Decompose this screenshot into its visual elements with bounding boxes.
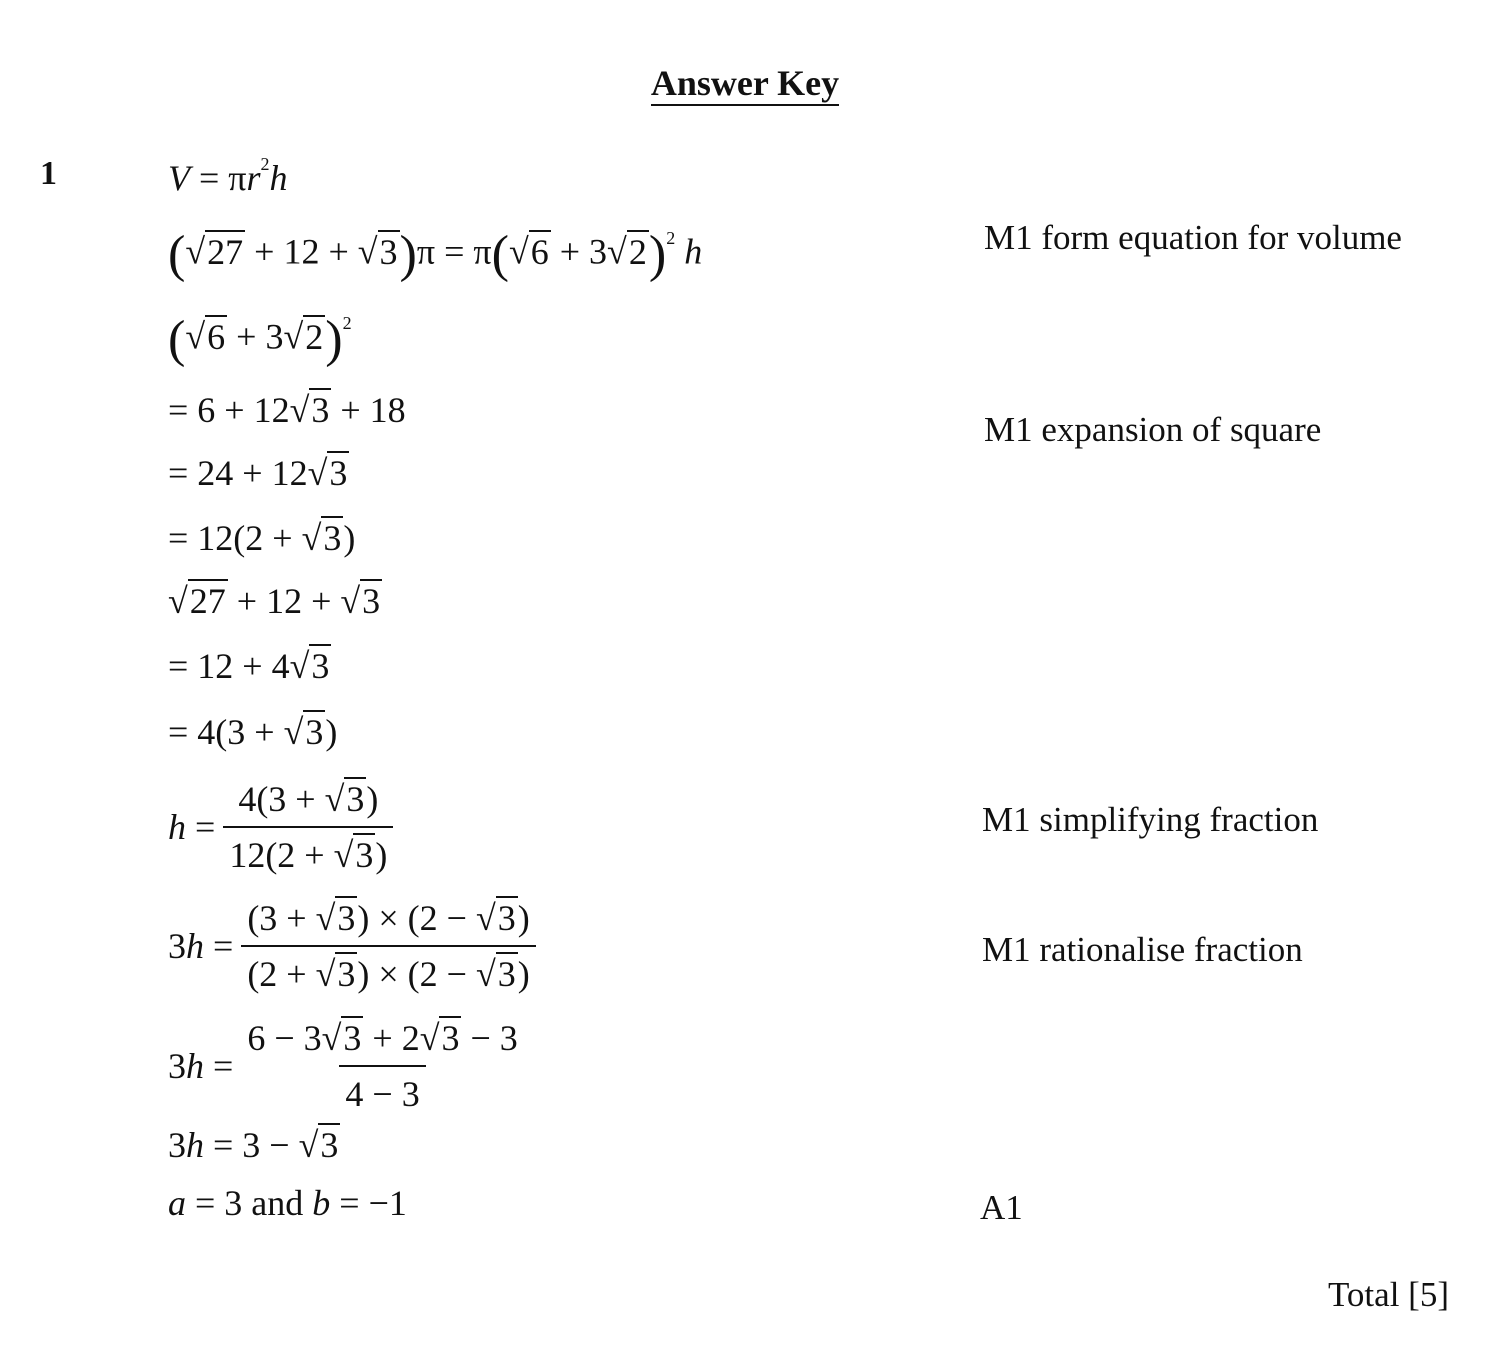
mark-expansion: M1 expansion of square <box>984 410 1322 449</box>
working-line-6: = 12(2 + √3) <box>168 518 356 558</box>
working-line-9: = 4(3 + √3) <box>168 712 338 752</box>
working-line-8: = 12 + 4√3 <box>168 646 330 686</box>
working-line-1: $V = \pi r^2h$ <box>168 154 288 198</box>
working-line-7: √27 + 12 + √3 <box>168 581 381 621</box>
working-line-12: 3h = $\frac{6 - 3√3 + 2√3 - 3}{4 - 3}$ <box>168 1018 518 1114</box>
working-line-11: 3h = $\frac{(3 + √3) \times (2 - √3)}{(2 + √3) \times (2 - √3)}$ <box>168 897 536 995</box>
question-number: 1 <box>40 155 57 192</box>
total-marks: Total [5] <box>1328 1275 1449 1314</box>
working-line-4: = 6 + 12√3 + 18 <box>168 390 406 430</box>
mark-simplifying: M1 simplifying fraction <box>982 800 1319 839</box>
mark-rationalise: M1 rationalise fraction <box>982 930 1303 969</box>
mark-form-equation: M1 form equation for volume <box>984 218 1402 257</box>
working-line-5: = 24 + 12√3 <box>168 453 348 493</box>
working-line-2: $(√27 + 12 + √3)\pi = \pi(√6 + 3√2)^2$ h <box>168 225 703 283</box>
working-line-3: $(√6 + 3√2)^2$ <box>168 310 352 368</box>
working-line-13: 3h = 3 − √3 <box>168 1125 339 1165</box>
mark-a1: A1 <box>980 1188 1023 1227</box>
working-line-14: a = 3 and b = −1 <box>168 1183 407 1223</box>
page-title: Answer Key <box>0 62 1490 104</box>
working-line-10: h = $\frac{4(3 + √3)}{12(2 + √3)}$ <box>168 778 393 876</box>
